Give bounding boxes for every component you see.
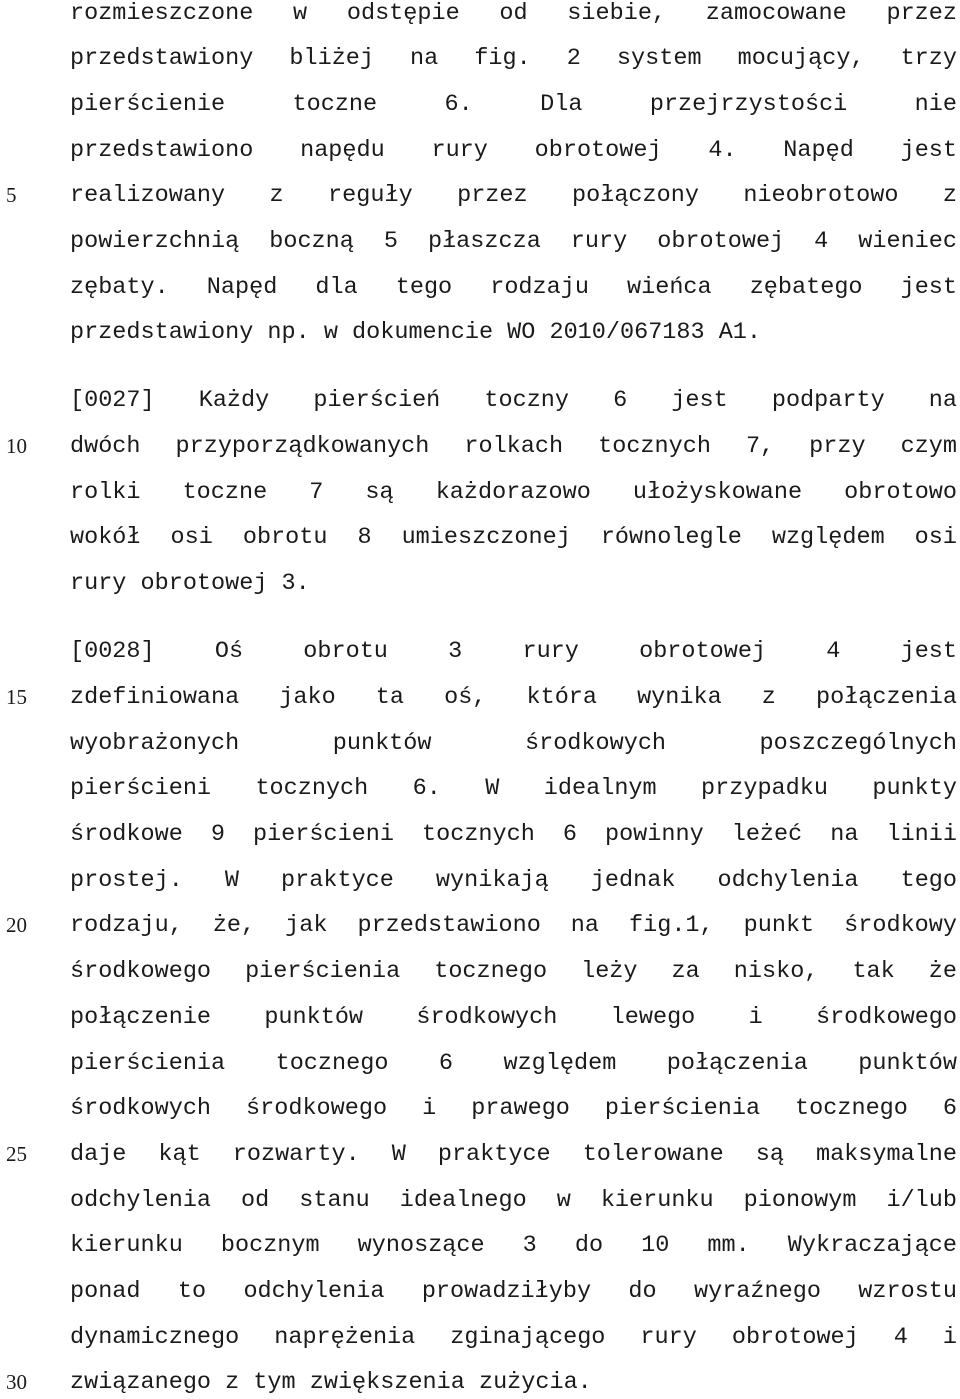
text-line: zębaty. Napęd dla tego rodzaju wieńca zębatego jest (70, 274, 957, 301)
text-line: pierścienia tocznego 6 względem połączenia punktów (70, 1050, 957, 1077)
text-line: pierścieni tocznych 6. W idealnym przypadku punkty (70, 775, 957, 802)
text-line: daje kąt rozwarty. W praktyce tolerowane są maksymalne (70, 1141, 957, 1168)
line-number: 30 (6, 1370, 27, 1394)
text-line: powierzchnią boczną 5 płaszcza rury obrotowej 4 wieniec (70, 228, 957, 255)
text-line: zdefiniowana jako ta oś, która wynika z połączenia (70, 684, 957, 711)
text-line: wyobrażonych punktów środkowych poszczególnych (70, 730, 957, 757)
text-line: [0027] Każdy pierścień toczny 6 jest podparty na (70, 387, 957, 414)
text-line: przedstawiono napędu rury obrotowej 4. Napęd jest (70, 137, 957, 164)
text-line: rolki toczne 7 są każdorazowo ułożyskowane obrotowo (70, 479, 957, 506)
line-number: 10 (6, 434, 27, 458)
text-line: prostej. W praktyce wynikają jednak odchylenia tego (70, 867, 957, 894)
text-line: pierścienie toczne 6. Dla przejrzystości nie (70, 91, 957, 118)
text-line: rozmieszczone w odstępie od siebie, zamocowane przez (70, 0, 957, 27)
text-line: rodzaju, że, jak przedstawiono na fig.1, punkt środkowy (70, 912, 957, 939)
line-number: 15 (6, 685, 27, 709)
text-line: dynamicznego naprężenia zginającego rury obrotowej 4 i (70, 1324, 957, 1351)
line-number: 20 (6, 913, 27, 937)
line-number: 5 (6, 183, 17, 207)
text-line: środkowych środkowego i prawego pierścienia tocznego 6 (70, 1095, 957, 1122)
text-line: połączenie punktów środkowych lewego i środkowego (70, 1004, 957, 1031)
text-line: przedstawiony bliżej na fig. 2 system mocujący, trzy (70, 45, 957, 72)
text-line: środkowego pierścienia tocznego leży za nisko, tak że (70, 958, 957, 985)
text-line: [0028] Oś obrotu 3 rury obrotowej 4 jest (70, 638, 957, 665)
text-line: ponad to odchylenia prowadziłyby do wyraźnego wzrostu (70, 1278, 957, 1305)
text-line: kierunku bocznym wynoszące 3 do 10 mm. Wykraczające (70, 1232, 957, 1259)
text-line: odchylenia od stanu idealnego w kierunku pionowym i/lub (70, 1187, 957, 1214)
line-number: 25 (6, 1142, 27, 1166)
text-line: środkowe 9 pierścieni tocznych 6 powinny leżeć na linii (70, 821, 957, 848)
text-line: związanego z tym zwiększenia zużycia. (70, 1369, 592, 1396)
text-line: dwóch przyporządkowanych rolkach tocznych 7, przy czym (70, 433, 957, 460)
text-line: realizowany z reguły przez połączony nieobrotowo z (70, 182, 957, 209)
text-line: rury obrotowej 3. (70, 570, 310, 597)
text-line: wokół osi obrotu 8 umieszczonej równolegle względem osi (70, 524, 957, 551)
text-line: przedstawiony np. w dokumencie WO 2010/067183 A1. (70, 319, 762, 346)
